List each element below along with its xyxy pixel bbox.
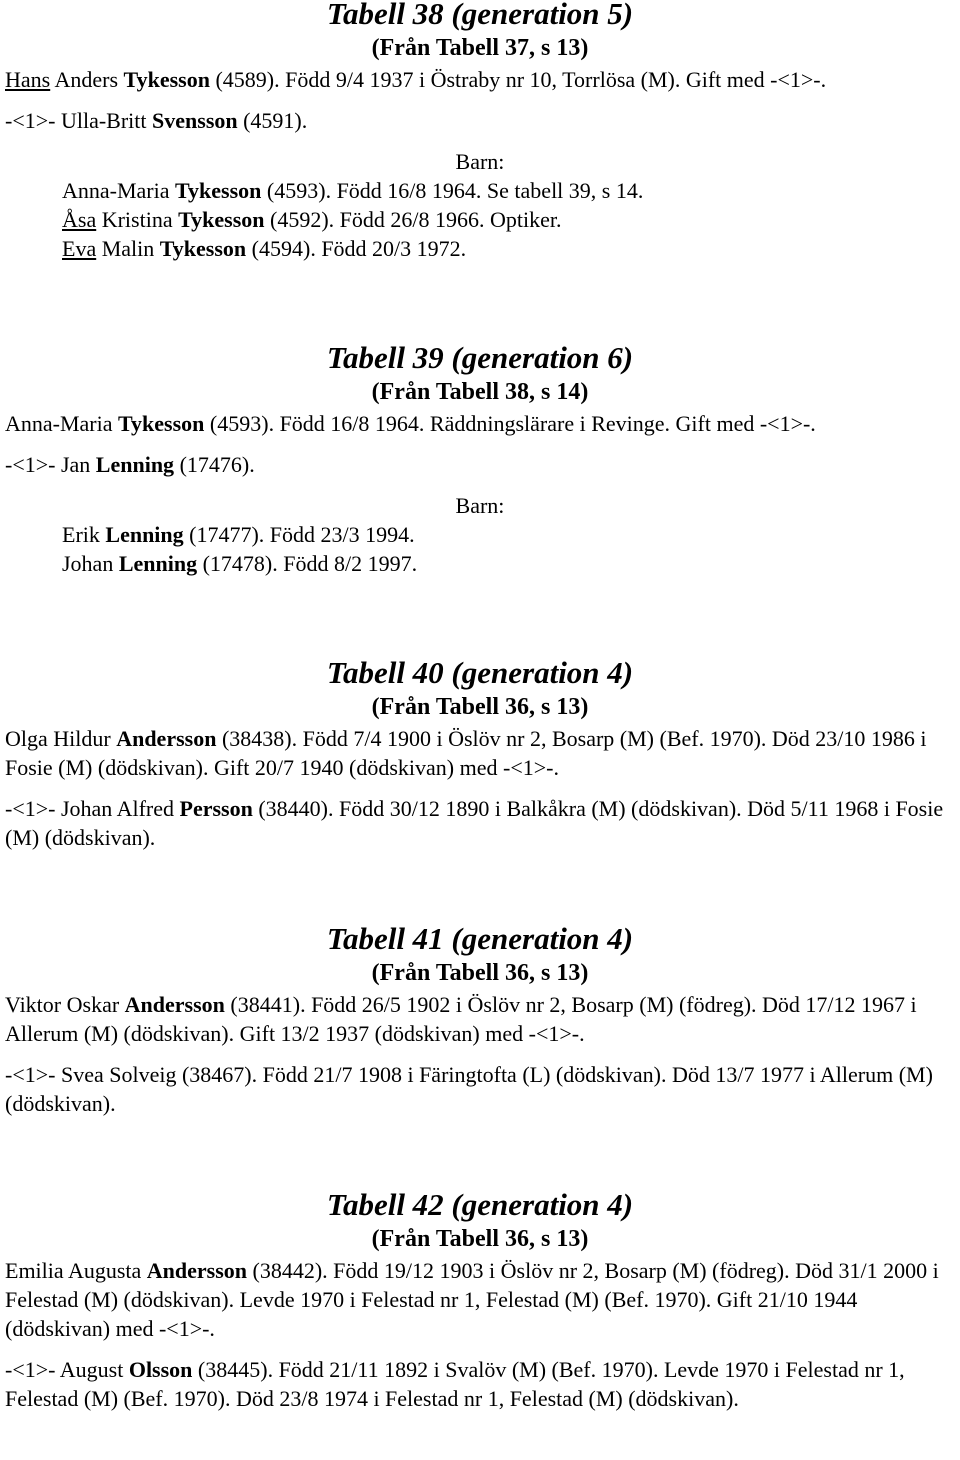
children-label: Barn: (455, 149, 505, 174)
surname: Lenning (105, 522, 184, 547)
first-name-link[interactable]: Åsa (62, 207, 97, 232)
surname: Persson (179, 796, 253, 821)
table-42-person (0, 1256, 960, 1343)
middle-name: Malin (96, 236, 160, 261)
table-42-section (0, 1187, 960, 1413)
child-entry (0, 549, 960, 578)
table-40-section (0, 655, 960, 852)
table-41-title: Tabell 41 (generation 4) (326, 921, 634, 956)
table-39-person (0, 409, 960, 438)
table-41-section (0, 921, 960, 1118)
person-details: (4589). Född 9/4 1937 i Östraby nr 10, Torrlösa (M). Gift med -<1>-. (209, 67, 827, 92)
person-name: Olga Hildur (5, 726, 117, 751)
surname: Lenning (118, 551, 198, 576)
child-details: (4594). Född 20/3 1972. (246, 236, 467, 261)
table-40-title: Tabell 40 (generation 4) (326, 655, 634, 690)
surname: Tykesson (175, 178, 262, 203)
table-41-person (0, 990, 960, 1048)
surname: Andersson (146, 1258, 248, 1283)
table-38-spouse (0, 106, 960, 135)
spouse-name: -<1>- Johan Alfred (5, 796, 180, 821)
table-40-spouse (0, 794, 960, 852)
surname: Andersson (124, 992, 225, 1017)
surname: Tykesson (118, 411, 205, 436)
child-name: Johan (62, 551, 119, 576)
child-entry (0, 234, 960, 263)
middle-name: Kristina (96, 207, 179, 232)
children-label: Barn: (455, 493, 505, 518)
table-41-spouse: -<1>- Svea Solveig (38467). Född 21/7 1908 i Färingtofta (L) (dödskivan). Död 13/7 1977 i Allerum (M) (dödskivan). (5, 1062, 933, 1116)
table-38-title: Tabell 38 (generation 5) (326, 0, 634, 31)
table-38-person (0, 65, 960, 94)
spouse-name: -<1>- Jan (5, 452, 96, 477)
spouse-name: -<1>- Ulla-Britt (5, 108, 153, 133)
table-39-subtitle: (Från Tabell 38, s 14) (371, 379, 589, 405)
person-details: (38442). Född 19/12 1903 i Öslöv nr 2, Bosarp (M) (födreg). Död 31/1 2000 i Felestad (M) (dödskivan). Levde 1970 i Felestad nr 1, Felestad (M) (Bef. 1970). Gift 21/10 1944 (dödskivan) med -<1>-. (5, 1258, 939, 1341)
person-details: (38438). Född 7/4 1900 i Öslöv nr 2, Bosarp (M) (Bef. 1970). Död 23/10 1986 i Fosie (M) (dödskivan). Gift 20/7 1940 (dödskivan) med -<1>-. (5, 726, 927, 780)
table-42-title: Tabell 42 (generation 4) (326, 1187, 634, 1222)
child-name: Anna-Maria (62, 178, 176, 203)
table-38-subtitle: (Från Tabell 37, s 13) (371, 35, 589, 61)
child-details: (17478). Född 8/2 1997. (197, 551, 418, 576)
surname: Andersson (116, 726, 217, 751)
child-details: (17477). Född 23/3 1994. (183, 522, 415, 547)
surname: Tykesson (123, 67, 210, 92)
child-entry (0, 176, 960, 205)
person-details: (38441). Född 26/5 1902 i Öslöv nr 2, Bosarp (M) (födreg). Död 17/12 1967 i Allerum (M) (dödskivan). Gift 13/2 1937 (dödskivan) med -<1>-. (5, 992, 917, 1046)
spouse-details: (38440). Född 30/12 1890 i Balkåkra (M) (dödskivan). Död 5/11 1968 i Fosie (M) (dödskivan). (5, 796, 944, 850)
table-42-subtitle: (Från Tabell 36, s 13) (371, 1226, 589, 1252)
spouse-details: (4591). (237, 108, 308, 133)
child-entry (0, 520, 960, 549)
table-39-title: Tabell 39 (generation 6) (326, 340, 634, 375)
table-39-section (0, 340, 960, 578)
child-name: Erik (62, 522, 106, 547)
person-name: Anna-Maria (5, 411, 119, 436)
table-41-subtitle: (Från Tabell 36, s 13) (371, 960, 589, 986)
spouse-details: (17476). (174, 452, 255, 477)
first-name-link[interactable]: Eva (62, 236, 97, 261)
child-details: (4592). Född 26/8 1966. Optiker. (264, 207, 562, 232)
surname: Tykesson (159, 236, 247, 261)
middle-name: Anders (50, 67, 124, 92)
person-name: Viktor Oskar (5, 992, 125, 1017)
person-name: Emilia Augusta (5, 1258, 147, 1283)
spouse-name: -<1>- August (5, 1357, 129, 1382)
person-details: (4593). Född 16/8 1964. Räddningslärare i Revinge. Gift med -<1>-. (204, 411, 816, 436)
table-42-spouse (0, 1355, 960, 1413)
table-40-person (0, 724, 960, 782)
surname: Svensson (152, 108, 238, 133)
surname: Lenning (95, 452, 175, 477)
surname: Olsson (128, 1357, 193, 1382)
surname: Tykesson (178, 207, 265, 232)
spouse-details: (38445). Född 21/11 1892 i Svalöv (M) (Bef. 1970). Levde 1970 i Felestad nr 1, Felestad (M) (Bef. 1970). Död 23/8 1974 i Felestad nr 1, Felestad (M) (dödskivan). (5, 1357, 905, 1411)
table-38-section (0, 0, 960, 263)
table-39-spouse (0, 450, 960, 479)
table-40-subtitle: (Från Tabell 36, s 13) (371, 694, 589, 720)
child-details: (4593). Född 16/8 1964. Se tabell 39, s 14. (261, 178, 644, 203)
child-entry (0, 205, 960, 234)
first-name-link[interactable]: Hans (5, 67, 51, 92)
